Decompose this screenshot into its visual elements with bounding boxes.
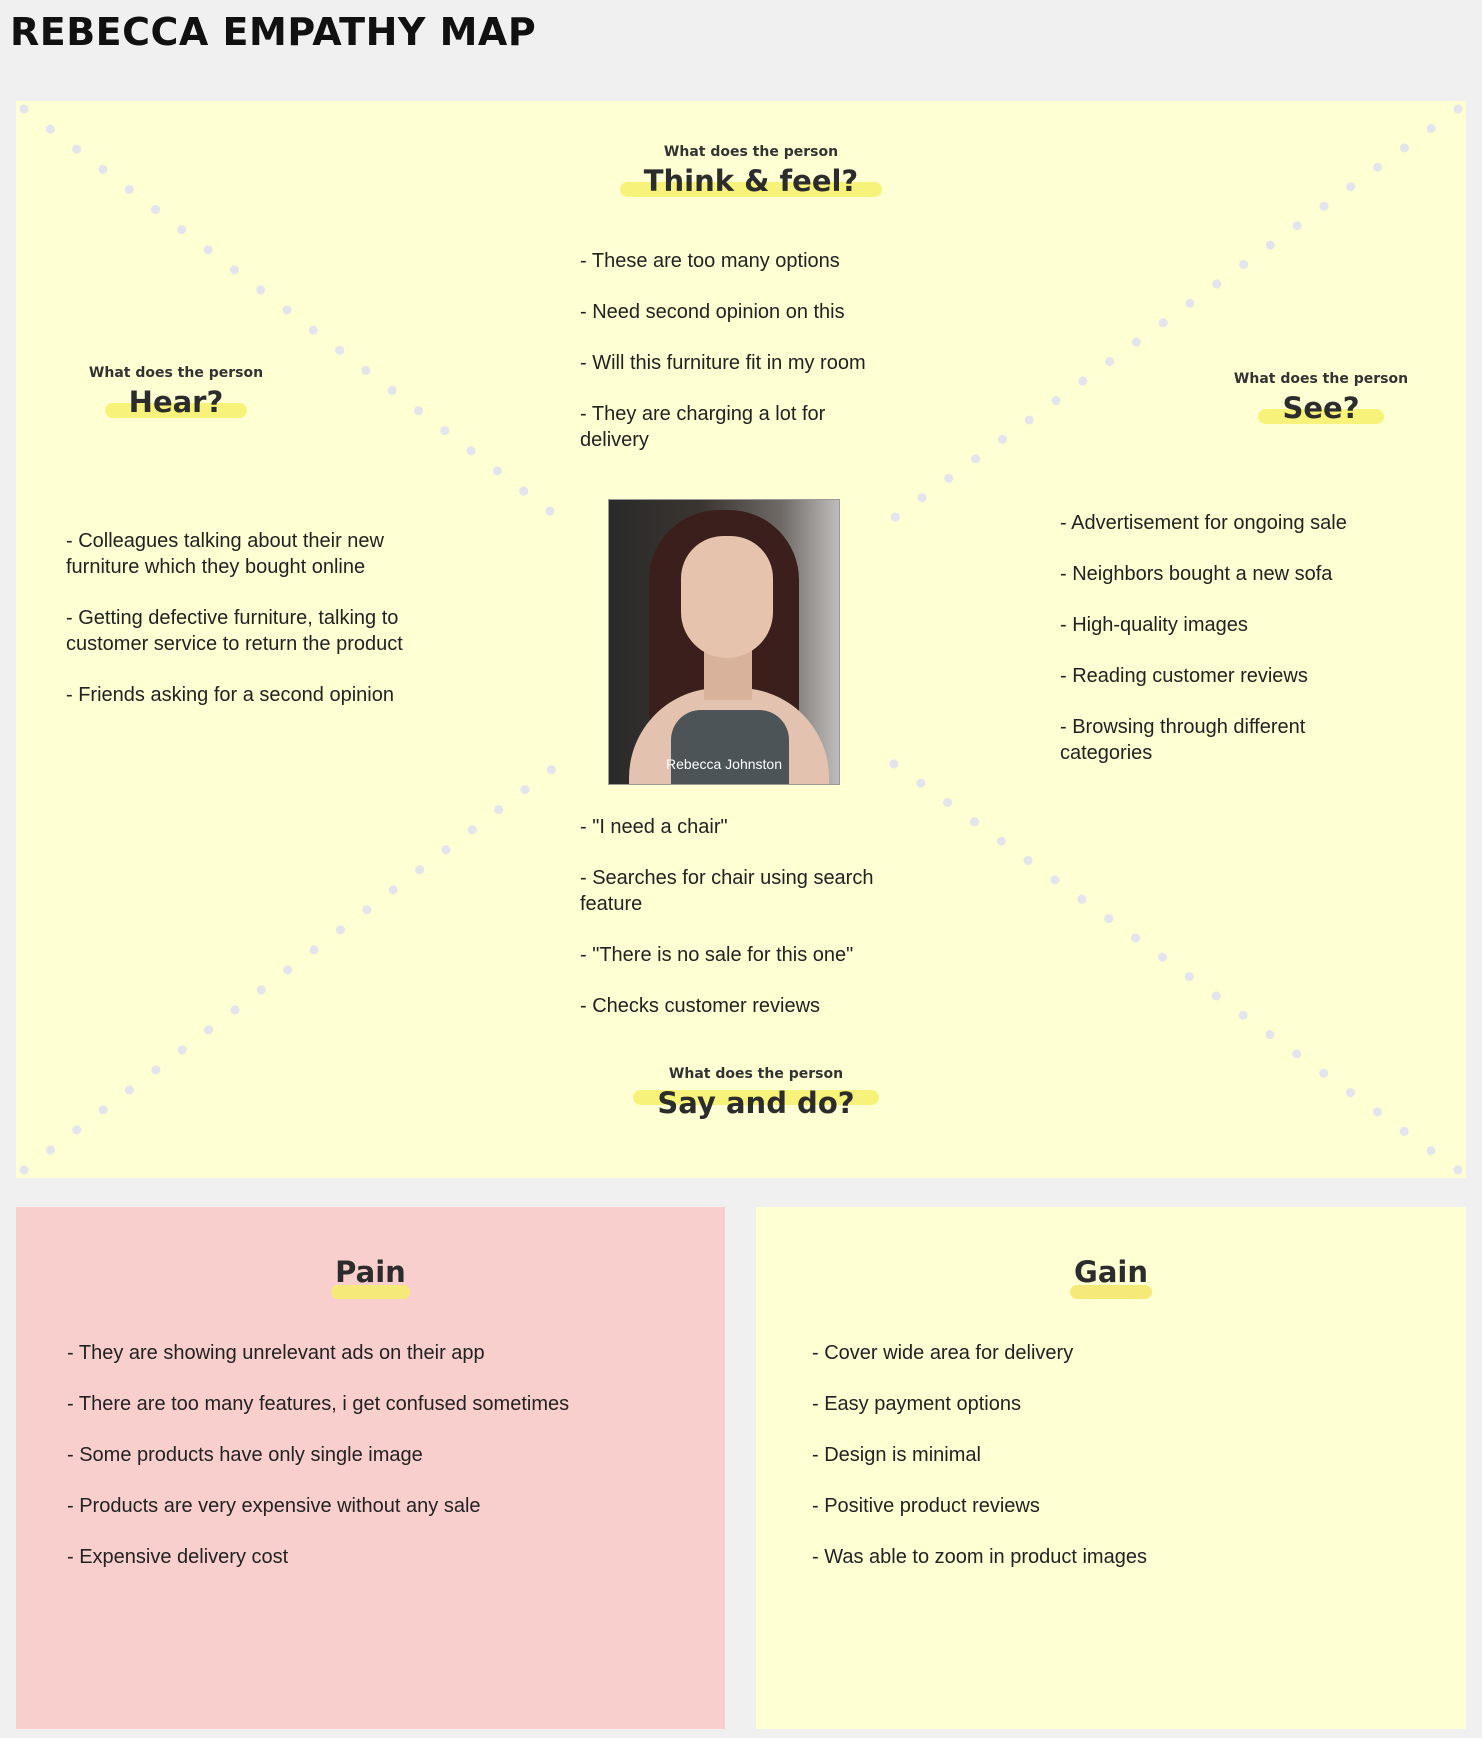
- empathy-map: [16, 101, 1466, 1178]
- page-title: REBECCA EMPATHY MAP: [10, 10, 537, 54]
- list-item: - Reading customer reviews: [1060, 665, 1308, 687]
- list-item: - Checks customer reviews: [580, 995, 821, 1017]
- list-item: - Was able to zoom in product images: [812, 1546, 1147, 1568]
- list-item: - Need second opinion on this: [580, 301, 845, 323]
- see-prompt: What does the person: [1233, 371, 1409, 387]
- list-item: - Neighbors bought a new sofa: [1060, 563, 1333, 585]
- hear-heading: [66, 365, 286, 419]
- list-item: - Design is minimal: [812, 1444, 981, 1466]
- gain-heading: [756, 1251, 1466, 1289]
- pain-panel: [16, 1207, 725, 1729]
- pain-list: [67, 1340, 687, 1595]
- gain-panel: [756, 1207, 1466, 1729]
- hear-label: Hear?: [105, 385, 248, 419]
- list-item: - Will this furniture fit in my room: [580, 352, 866, 374]
- say-do-prompt: What does the person: [668, 1066, 844, 1082]
- say-do-label: Say and do?: [633, 1086, 878, 1120]
- see-heading: [1206, 371, 1436, 425]
- hear-prompt: What does the person: [88, 365, 264, 381]
- list-item: - "I need a chair": [580, 816, 728, 838]
- pain-heading: [16, 1251, 725, 1289]
- list-item: - Some products have only single image: [67, 1444, 423, 1466]
- gain-label: Gain: [1060, 1255, 1162, 1289]
- see-label: See?: [1258, 391, 1383, 425]
- list-item: - There are too many features, i get confused sometimes: [67, 1393, 570, 1415]
- say-do-heading: [616, 1066, 896, 1120]
- list-item: - Friends asking for a second opinion: [66, 684, 394, 706]
- hear-list: [66, 528, 441, 733]
- list-item: - Cover wide area for delivery: [812, 1342, 1074, 1364]
- say-do-list: [580, 814, 910, 1044]
- think-feel-label: Think & feel?: [620, 164, 883, 198]
- list-item: - Browsing through different categories: [1060, 716, 1306, 764]
- list-item: - High-quality images: [1060, 614, 1248, 636]
- see-list: [1060, 510, 1390, 791]
- persona-name: Rebecca Johnston: [666, 756, 782, 772]
- think-feel-heading: [616, 144, 886, 198]
- gain-list: [812, 1340, 1432, 1595]
- list-item: - Easy payment options: [812, 1393, 1021, 1415]
- think-feel-prompt: What does the person: [663, 144, 839, 160]
- persona-photo: [608, 499, 840, 785]
- list-item: - Products are very expensive without any sale: [67, 1495, 481, 1517]
- list-item: - Expensive delivery cost: [67, 1546, 289, 1568]
- list-item: - Advertisement for ongoing sale: [1060, 512, 1347, 534]
- list-item: - These are too many options: [580, 250, 840, 272]
- think-feel-list: [580, 248, 900, 478]
- list-item: - Searches for chair using search feature: [580, 867, 874, 915]
- list-item: - They are showing unrelevant ads on their app: [67, 1342, 485, 1364]
- list-item: - Getting defective furniture, talking to customer service to return the product: [66, 607, 403, 655]
- list-item: - They are charging a lot for delivery: [580, 403, 826, 451]
- list-item: - Positive product reviews: [812, 1495, 1040, 1517]
- list-item: - "There is no sale for this one": [580, 944, 854, 966]
- pain-label: Pain: [321, 1255, 420, 1289]
- list-item: - Colleagues talking about their new furniture which they bought online: [66, 530, 384, 578]
